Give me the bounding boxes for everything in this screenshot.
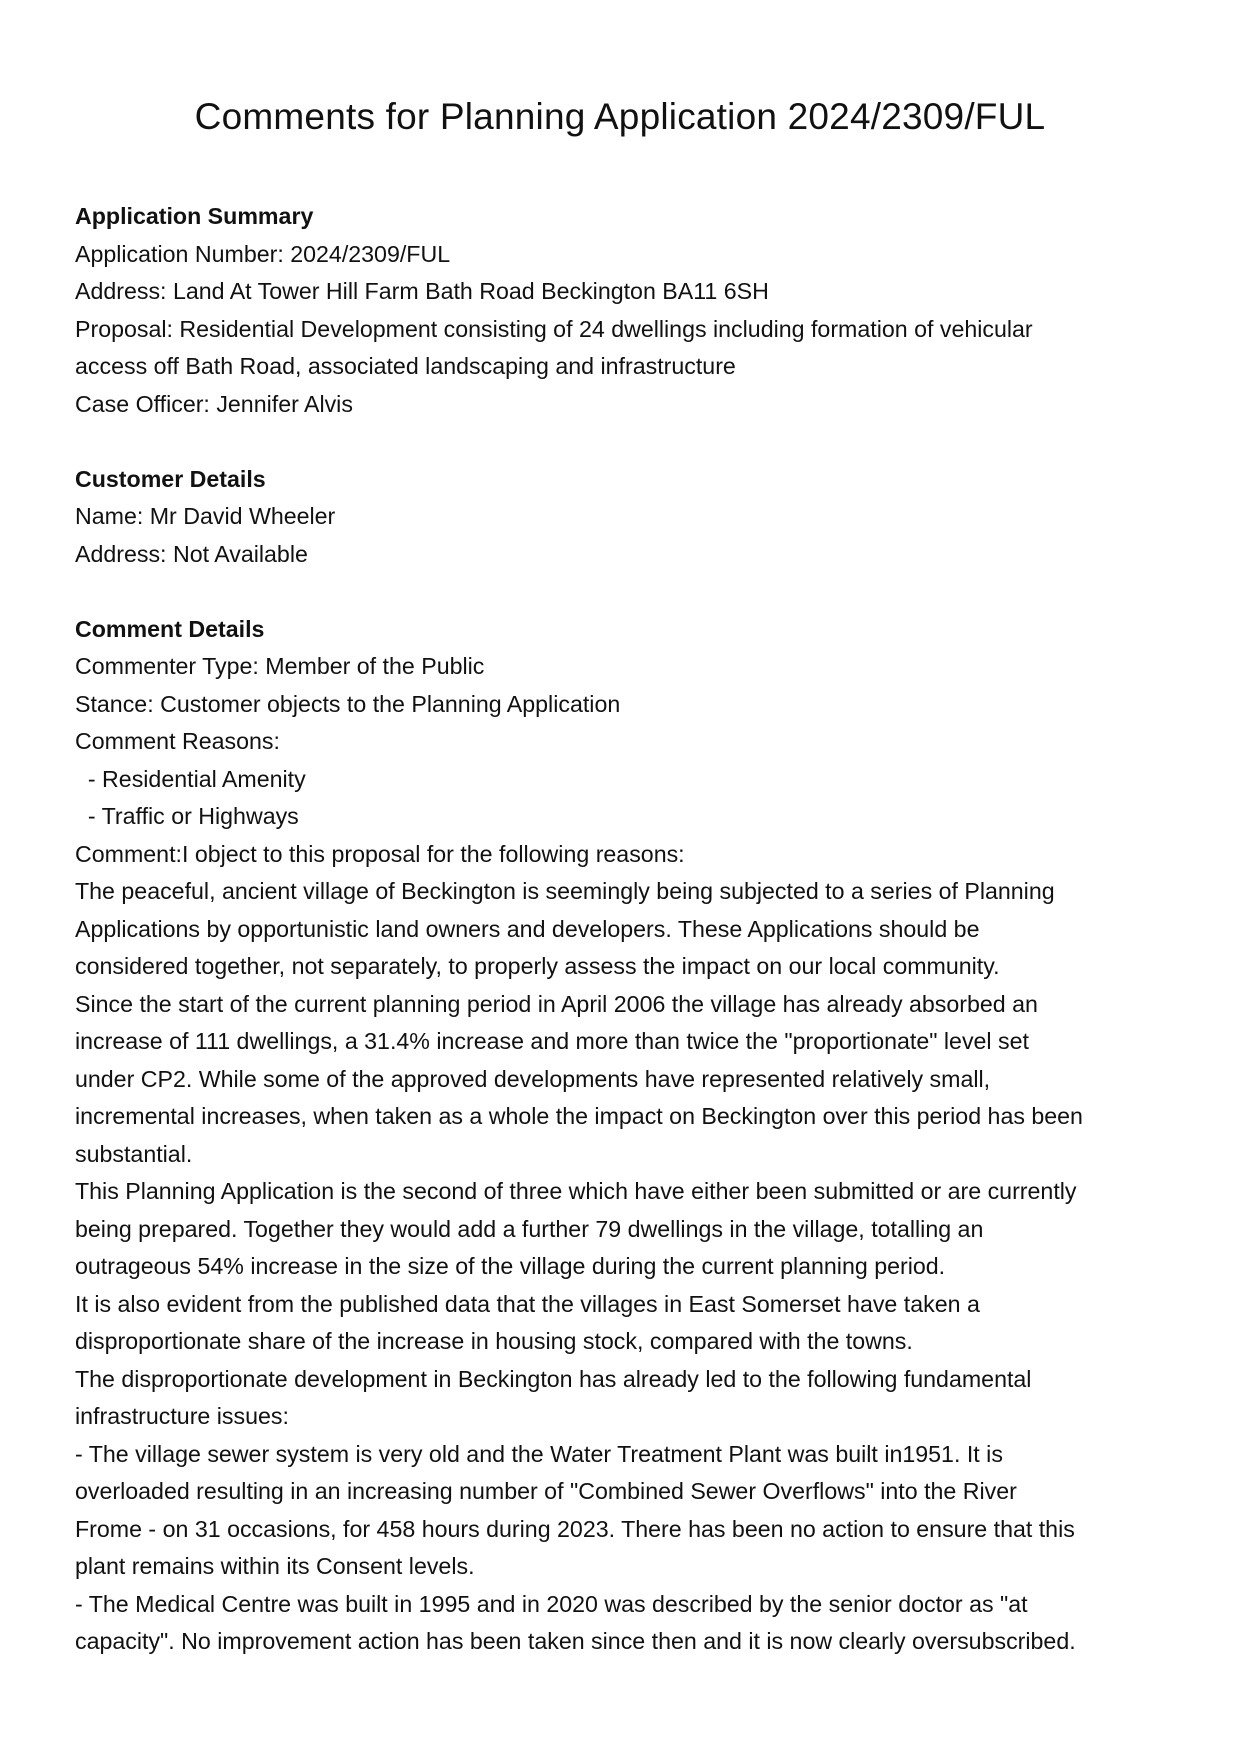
comment-line: substantial. bbox=[75, 1140, 193, 1167]
comment-line: increase of 111 dwellings, a 31.4% increase and more than twice the "proportionate" level set bbox=[75, 1028, 1029, 1054]
comment-line: Since the start of the current planning period in April 2006 the village has already absorbed an bbox=[75, 990, 1038, 1017]
document-body bbox=[75, 198, 1175, 1661]
page-title: Comments for Planning Application 2024/2309/FUL bbox=[194, 96, 1046, 137]
comment-line: plant remains within its Consent levels. bbox=[75, 1553, 475, 1579]
application-proposal-line-1: Proposal: Residential Development consisting of 24 dwellings including formation of vehicular bbox=[75, 315, 1033, 342]
comment-line: The disproportionate development in Beckington has already led to the following fundamental bbox=[75, 1365, 1032, 1392]
comment-line: - The village sewer system is very old and the Water Treatment Plant was built in1951. It is bbox=[75, 1440, 1003, 1467]
comment-text bbox=[75, 836, 1175, 1661]
comment-line: capacity". No improvement action has been taken since then and it is now clearly oversubscribed. bbox=[75, 1628, 1076, 1654]
application-summary-section bbox=[75, 198, 1175, 423]
comment-line: - The Medical Centre was built in 1995 and in 2020 was described by the senior doctor as "at bbox=[75, 1590, 1028, 1617]
comment-reasons-label: Comment Reasons: bbox=[75, 728, 280, 754]
comment-line: Comment:I object to this proposal for the following reasons: bbox=[75, 840, 685, 867]
customer-address: Address: Not Available bbox=[75, 540, 308, 567]
commenter-type: Commenter Type: Member of the Public bbox=[75, 653, 485, 679]
customer-name: Name: Mr David Wheeler bbox=[75, 503, 336, 529]
comment-line: being prepared. Together they would add a further 79 dwellings in the village, totalling an bbox=[75, 1215, 984, 1242]
comment-line: It is also evident from the published data that the villages in East Somerset have taken a bbox=[75, 1290, 980, 1317]
comment-line: outrageous 54% increase in the size of the village during the current planning period. bbox=[75, 1253, 946, 1279]
comment-line: The peaceful, ancient village of Beckington is seemingly being subjected to a series of Planning bbox=[75, 878, 1055, 904]
comment-details-heading: Comment Details bbox=[75, 615, 265, 642]
customer-details-section bbox=[75, 461, 1175, 574]
comment-line: This Planning Application is the second of three which have either been submitted or are currently bbox=[75, 1178, 1077, 1204]
comment-line: incremental increases, when taken as a whole the impact on Beckington over this period has been bbox=[75, 1103, 1083, 1129]
comment-reason-item: - Traffic or Highways bbox=[75, 803, 299, 829]
comment-line: infrastructure issues: bbox=[75, 1403, 289, 1429]
comment-line: overloaded resulting in an increasing number of "Combined Sewer Overflows" into the River bbox=[75, 1478, 1017, 1504]
comment-line: considered together, not separately, to properly assess the impact on our local community. bbox=[75, 953, 1000, 979]
comment-reason-item: - Residential Amenity bbox=[75, 765, 306, 792]
customer-details-heading: Customer Details bbox=[75, 465, 266, 492]
comment-line: Applications by opportunistic land owners and developers. These Applications should be bbox=[75, 915, 980, 942]
comment-line: Frome - on 31 occasions, for 458 hours during 2023. There has been no action to ensure that this bbox=[75, 1515, 1075, 1542]
comment-line: disproportionate share of the increase in housing stock, compared with the towns. bbox=[75, 1328, 913, 1354]
case-officer: Case Officer: Jennifer Alvis bbox=[75, 390, 353, 417]
application-address: Address: Land At Tower Hill Farm Bath Road Beckington BA11 6SH bbox=[75, 278, 769, 304]
section-spacer bbox=[75, 573, 1175, 611]
stance: Stance: Customer objects to the Planning Application bbox=[75, 690, 621, 717]
comment-line: under CP2. While some of the approved developments have represented relatively small, bbox=[75, 1065, 991, 1092]
section-spacer bbox=[75, 423, 1175, 461]
application-summary-heading: Application Summary bbox=[75, 203, 314, 229]
comment-details-section bbox=[75, 611, 1175, 1661]
application-number: Application Number: 2024/2309/FUL bbox=[75, 240, 451, 267]
application-proposal-line-2: access off Bath Road, associated landscaping and infrastructure bbox=[75, 353, 736, 379]
